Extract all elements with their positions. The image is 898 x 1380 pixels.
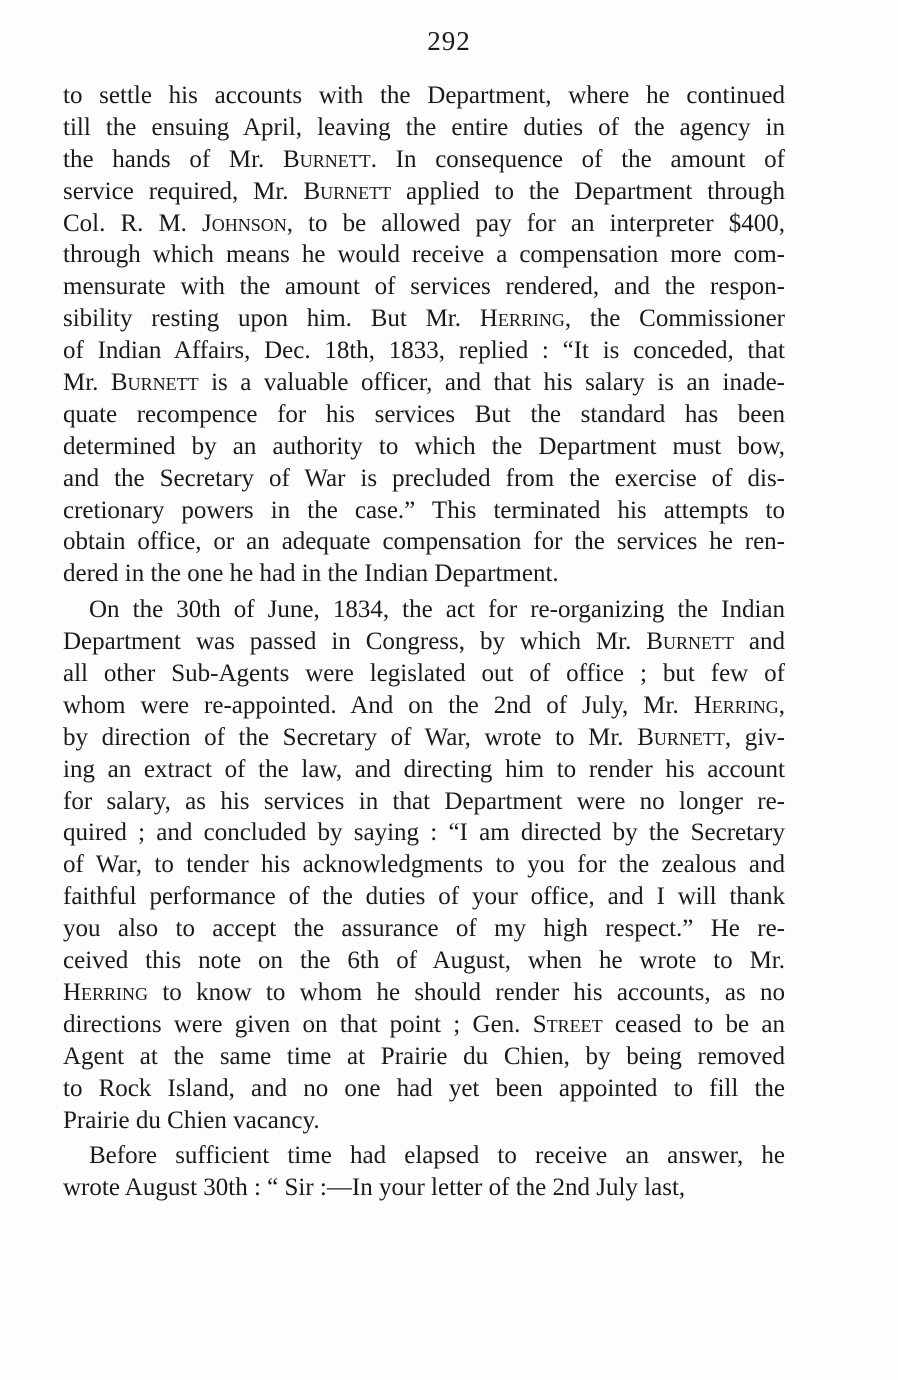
text-line — [63, 690, 785, 722]
text-line — [63, 1041, 785, 1073]
text-segment: is a valuable officer, and that his salary is an inade- — [198, 369, 785, 397]
text-segment: all other Sub-Agents were legislated out of office ; but few of — [63, 660, 785, 688]
text-segment: ceased to be an — [602, 1010, 785, 1038]
text-segment: , the Commissioner — [564, 305, 786, 333]
text-segment: till the ensuing April, leaving the entire duties of the agency in — [63, 113, 785, 141]
text-segment: the hands of Mr. — [63, 145, 284, 173]
text-segment: On the 30th of June, 1834, the act for re-organizing the Indian — [89, 596, 785, 624]
text-line — [63, 977, 785, 1009]
text-segment: ceived this note on the 6th of August, when he wrote to Mr. — [63, 947, 785, 975]
text-segment: obtain office, or an adequate compensation for the services he ren- — [63, 528, 785, 556]
page-number: 292 — [427, 26, 471, 56]
text-segment: Col. R. M. — [63, 209, 203, 237]
text-line — [63, 526, 785, 558]
proper-name: Burnett — [283, 145, 371, 173]
text-line — [63, 463, 785, 495]
text-segment: to Rock Island, and no one had yet been appointed to fill the — [63, 1074, 785, 1102]
text-segment: , to be allowed pay for an interpreter $400, — [286, 209, 786, 237]
text-segment: cretionary powers in the case.” This terminated his attempts to — [63, 496, 785, 524]
text-segment: dered in the one he had in the Indian Department. — [63, 560, 559, 588]
text-segment: for salary, as his services in that Department were no longer re- — [63, 787, 785, 815]
text-line — [63, 80, 785, 112]
text-line — [63, 303, 785, 335]
text-line — [63, 594, 785, 626]
text-line — [63, 367, 785, 399]
text-segment: and the Secretary of War is precluded from the exercise of dis- — [63, 464, 785, 492]
text-line — [63, 335, 785, 367]
text-segment: ing an extract of the law, and directing him to render his account — [63, 755, 785, 783]
text-line — [63, 112, 785, 144]
text-segment: sibility resting upon him. But Mr. — [63, 305, 480, 333]
proper-name: Burnett — [646, 628, 734, 656]
text-segment: you also to accept the assurance of my high respect.” He re- — [63, 915, 785, 943]
text-segment: , giv- — [724, 723, 785, 751]
text-segment: service required, Mr. — [63, 177, 304, 205]
text-line — [63, 239, 785, 271]
text-line — [63, 913, 785, 945]
text-line — [63, 658, 785, 690]
proper-name: Burnett — [637, 723, 725, 751]
text-line — [63, 881, 785, 913]
text-segment: to settle his accounts with the Department, where he continued — [63, 82, 785, 109]
text-segment: , — [778, 691, 785, 719]
text-line — [63, 1073, 785, 1105]
text-segment: Department was passed in Congress, by which Mr. — [63, 628, 647, 656]
proper-name: Herring — [479, 305, 565, 333]
proper-name: Herring — [693, 691, 779, 719]
text-segment: directions were given on that point ; Gen. — [63, 1010, 533, 1038]
text-segment: whom were re-appointed. And on the 2nd of July, Mr. — [63, 691, 694, 719]
text-segment: Prairie du Chien vacancy. — [63, 1106, 320, 1134]
text-line — [63, 817, 785, 849]
text-segment: . In consequence of the amount of — [370, 145, 785, 173]
text-line — [63, 431, 785, 463]
text-segment: faithful performance of the duties of your office, and I will thank — [63, 883, 785, 911]
text-segment: by direction of the Secretary of War, wrote to Mr. — [63, 723, 638, 751]
paragraph — [63, 1140, 785, 1204]
text-segment: quate recompence for his services But the standard has been — [63, 400, 785, 428]
proper-name: Burnett — [303, 177, 392, 205]
text-line — [63, 722, 785, 754]
text-line — [63, 558, 785, 590]
text-segment: and — [733, 628, 785, 656]
text-line — [63, 399, 785, 431]
text-segment: Agent at the same time at Prairie du Chien, by being removed — [63, 1042, 785, 1070]
text-line — [63, 271, 785, 303]
body-text — [63, 80, 785, 1204]
text-segment: through which means he would receive a compensation more com- — [63, 241, 785, 269]
text-line — [63, 1140, 785, 1172]
proper-name: Herring — [63, 978, 149, 1006]
text-segment: quired ; and concluded by saying : “I am directed by the Secretary — [63, 819, 785, 847]
text-line — [63, 144, 785, 176]
text-line — [63, 849, 785, 881]
text-segment: applied to the Department through — [391, 177, 785, 205]
text-line — [63, 495, 785, 527]
text-segment: of Indian Affairs, Dec. 18th, 1833, replied : “It is conceded, that — [63, 337, 785, 365]
text-line — [63, 626, 785, 658]
text-line — [63, 176, 785, 208]
text-segment: mensurate with the amount of services rendered, and the respon- — [63, 273, 785, 301]
text-line — [63, 754, 785, 786]
text-segment: determined by an authority to which the Department must bow, — [63, 432, 785, 460]
proper-name: Johnson — [202, 209, 287, 237]
text-line — [63, 1009, 785, 1041]
paragraph — [63, 594, 785, 1136]
text-segment: Mr. — [63, 369, 111, 397]
text-line — [63, 208, 785, 240]
paragraph — [63, 80, 785, 590]
text-line — [63, 945, 785, 977]
text-line — [63, 1172, 785, 1204]
proper-name: Burnett — [110, 369, 199, 397]
proper-name: Street — [532, 1010, 603, 1038]
text-line — [63, 1105, 785, 1137]
text-segment: to know to whom he should render his accounts, as no — [148, 978, 785, 1006]
text-segment: wrote August 30th : “ Sir :—In your letter of the 2nd July last, — [63, 1174, 686, 1202]
text-segment: of War, to tender his acknowledgments to you for the zealous and — [63, 851, 785, 879]
text-line — [63, 786, 785, 818]
text-segment: Before sufficient time had elapsed to receive an answer, he — [89, 1142, 785, 1170]
